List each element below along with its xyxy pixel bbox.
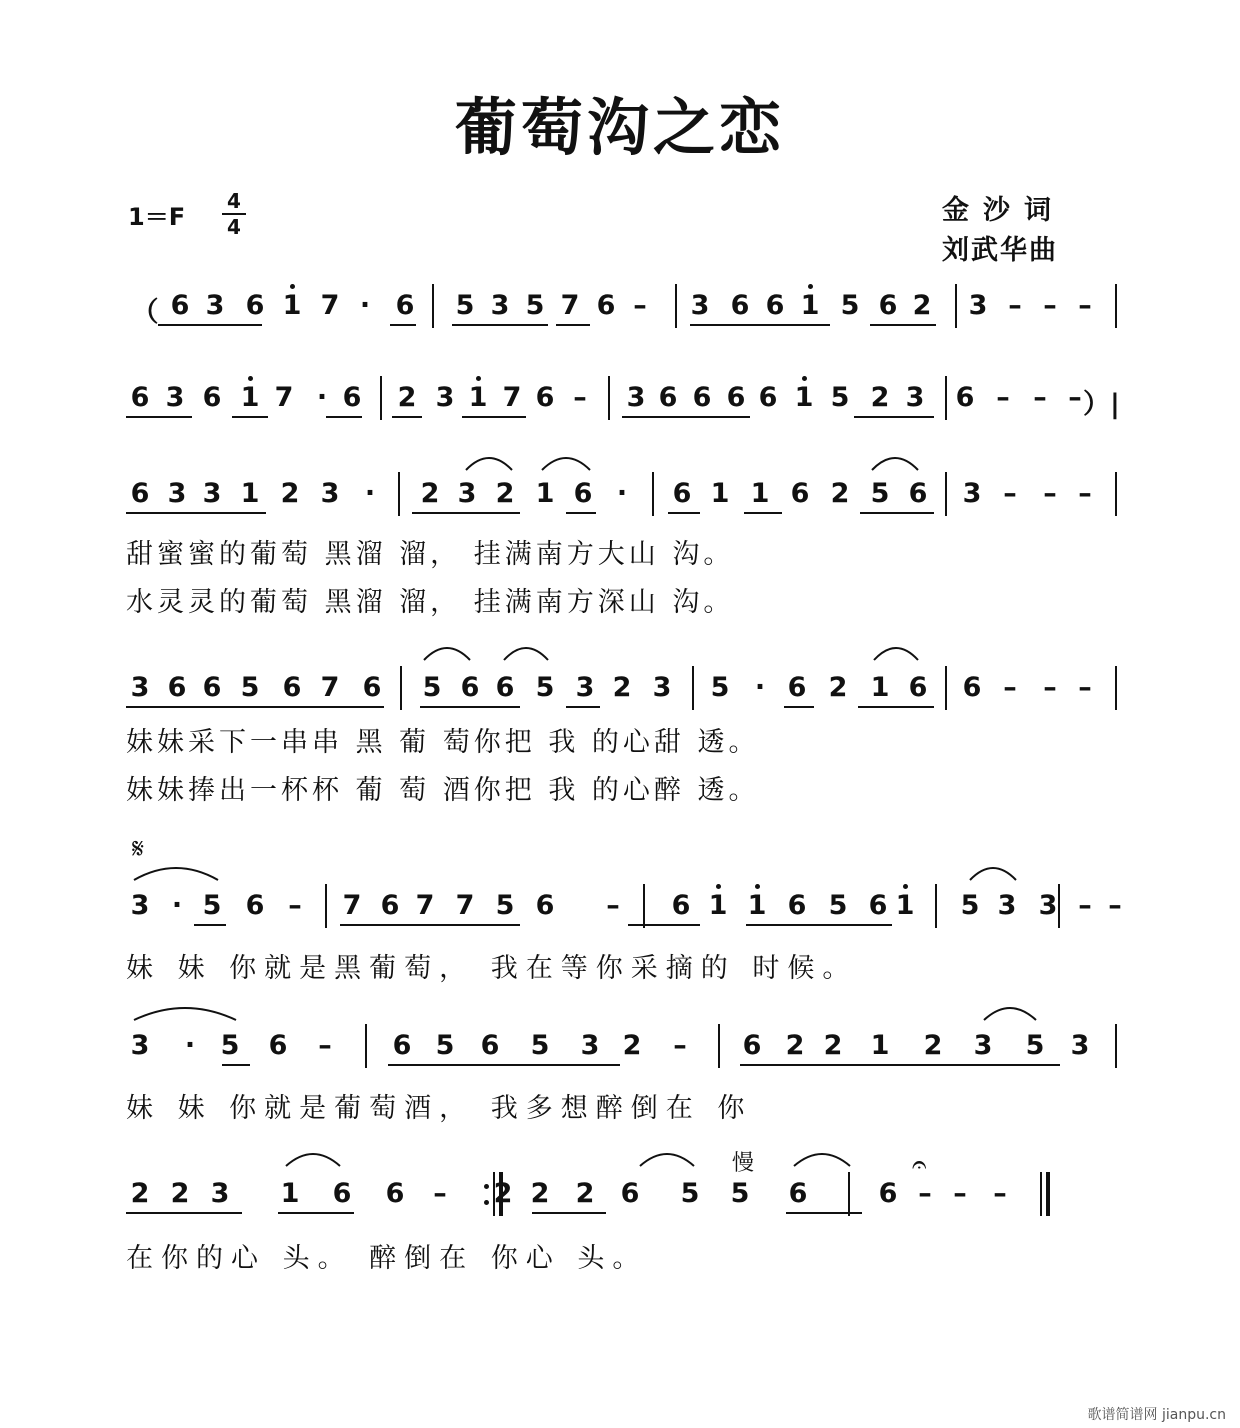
lyrics-line-1: 妹 妹 你就是黑葡萄， 我在等你采摘的 时候。 <box>126 953 858 984</box>
note: 6 <box>395 290 415 321</box>
note: 2 <box>420 478 440 509</box>
note: 6 <box>385 1178 405 1209</box>
note: 5 <box>530 1030 550 1061</box>
barline <box>398 472 400 516</box>
note: 2 <box>912 290 932 321</box>
note: 3 <box>968 290 988 321</box>
note: 6 <box>480 1030 500 1061</box>
note: 2 <box>785 1030 805 1061</box>
barline <box>380 376 382 420</box>
note: 2 <box>130 1178 150 1209</box>
beam <box>412 512 520 514</box>
note: 5 <box>202 890 222 921</box>
note: 6 <box>788 1178 808 1209</box>
beam <box>222 1064 250 1066</box>
note: 6 <box>332 1178 352 1209</box>
note: 2 <box>530 1178 550 1209</box>
note: 5 <box>525 290 545 321</box>
note: – <box>573 382 587 413</box>
note: 6 <box>908 672 928 703</box>
note: 5 <box>1025 1030 1045 1061</box>
beam <box>556 324 590 326</box>
note: – <box>1078 890 1092 921</box>
lyrics-line-2: 水灵灵的葡萄 黑溜 溜， 挂满南方深山 沟。 <box>126 587 735 618</box>
note: · <box>171 890 183 921</box>
note: 6 <box>202 672 222 703</box>
high-octave-dot <box>290 284 295 289</box>
time-signature-bottom: 4 <box>227 215 241 239</box>
high-octave-dot <box>476 376 481 381</box>
barline <box>945 472 947 516</box>
lyrics-line-2: 妹妹捧出一杯杯 葡 萄 酒你把 我 的心醉 透。 <box>126 775 760 806</box>
note: 1 <box>710 478 730 509</box>
note: 5 <box>960 890 980 921</box>
note: 3 <box>962 478 982 509</box>
barline <box>1115 666 1117 710</box>
note: 6 <box>245 290 265 321</box>
barline <box>692 666 694 710</box>
note: 6 <box>460 672 480 703</box>
lyricist-credit: 金沙词 <box>942 195 1065 226</box>
barline <box>643 884 645 928</box>
note: 7 <box>342 890 362 921</box>
slur-arc <box>984 1008 1036 1020</box>
barline <box>945 376 947 420</box>
note: 6 <box>495 672 515 703</box>
note: 6 <box>672 478 692 509</box>
slur-arc <box>542 458 590 470</box>
note: 3 <box>1038 890 1058 921</box>
note: （ <box>131 297 159 328</box>
high-octave-dot <box>802 376 807 381</box>
note: 7 <box>502 382 522 413</box>
note: 3 <box>490 290 510 321</box>
note: 6 <box>130 478 150 509</box>
note: 6 <box>730 290 750 321</box>
note: – <box>1008 290 1022 321</box>
barline <box>325 884 327 928</box>
note: 6 <box>380 890 400 921</box>
note: 6 <box>955 382 975 413</box>
barline <box>945 666 947 710</box>
composer-credit: 刘武华曲 <box>942 235 1058 266</box>
slur-arc <box>424 648 470 660</box>
note: 6 <box>908 478 928 509</box>
barline <box>1115 472 1117 516</box>
high-octave-dot <box>808 284 813 289</box>
note: 6 <box>765 290 785 321</box>
note: 7 <box>415 890 435 921</box>
note: – <box>993 1178 1007 1209</box>
note: 2 <box>575 1178 595 1209</box>
slur-arc <box>794 1154 850 1166</box>
note: 3 <box>320 478 340 509</box>
note: 5 <box>828 890 848 921</box>
note: 6 <box>596 290 616 321</box>
barline <box>1058 884 1060 928</box>
note: 6 <box>878 1178 898 1209</box>
beam <box>452 324 548 326</box>
beam <box>784 706 814 708</box>
note: – <box>606 890 620 921</box>
barline <box>365 1024 367 1068</box>
note: 2 <box>280 478 300 509</box>
note: 3 <box>652 672 672 703</box>
note: – <box>953 1178 967 1209</box>
note: – <box>1043 290 1057 321</box>
note: 6 <box>167 672 187 703</box>
note: 3 <box>690 290 710 321</box>
note: 6 <box>962 672 982 703</box>
note: 6 <box>170 290 190 321</box>
site-footer: 歌谱简谱网 jianpu.cn <box>1087 1407 1226 1423</box>
beam <box>392 416 422 418</box>
note: 5 <box>535 672 555 703</box>
high-octave-dot <box>903 884 908 889</box>
note: 6 <box>658 382 678 413</box>
note: 3 <box>130 672 150 703</box>
note: 5 <box>435 1030 455 1061</box>
slur-arc <box>640 1154 694 1166</box>
barline <box>1115 284 1117 328</box>
note: 6 <box>202 382 222 413</box>
note: 2 <box>830 478 850 509</box>
note: · <box>184 1030 196 1061</box>
note: 6 <box>790 478 810 509</box>
beam <box>326 416 362 418</box>
note: · <box>616 478 628 509</box>
note: 2 <box>612 672 632 703</box>
note: 1 <box>468 382 488 413</box>
key-signature: 1＝F <box>128 203 186 231</box>
note: 3 <box>202 478 222 509</box>
note: 7 <box>320 672 340 703</box>
note: 2 <box>397 382 417 413</box>
beam <box>690 324 830 326</box>
beam <box>746 924 892 926</box>
lyrics-line-1: 妹妹采下一串串 黑 葡 萄你把 我 的心甜 透。 <box>126 727 760 758</box>
note: – <box>318 1030 332 1061</box>
note: 6 <box>868 890 888 921</box>
beam <box>278 1212 354 1214</box>
note: 6 <box>130 382 150 413</box>
note: 6 <box>342 382 362 413</box>
note: 6 <box>787 890 807 921</box>
note: 3 <box>130 1030 150 1061</box>
slur-arc <box>286 1154 340 1166</box>
beam <box>232 416 268 418</box>
note: 3 <box>435 382 455 413</box>
note: 1 <box>282 290 302 321</box>
beam <box>870 324 936 326</box>
tempo-mark: 慢 <box>732 1151 756 1176</box>
beam <box>158 324 262 326</box>
note: · <box>754 672 766 703</box>
note: 5 <box>220 1030 240 1061</box>
note: 1 <box>800 290 820 321</box>
barline <box>935 884 937 928</box>
beam <box>622 416 750 418</box>
note: 1 <box>895 890 915 921</box>
note: – <box>1108 890 1122 921</box>
note: 6 <box>362 672 382 703</box>
barline <box>652 472 654 516</box>
note: 3 <box>905 382 925 413</box>
note: – <box>1078 672 1092 703</box>
note: 6 <box>620 1178 640 1209</box>
lyrics-line-1: 妹 妹 你就是葡萄酒， 我多想醉倒在 你 <box>126 1093 753 1124</box>
note: 2 <box>495 478 515 509</box>
note: – <box>673 1030 687 1061</box>
segno-sign: 𝄋 <box>132 832 146 865</box>
note: 1 <box>870 1030 890 1061</box>
note: 6 <box>692 382 712 413</box>
note: 6 <box>535 890 555 921</box>
high-octave-dot <box>248 376 253 381</box>
barline <box>675 284 677 328</box>
slur-arc <box>874 648 918 660</box>
note: · <box>359 290 371 321</box>
note: 1 <box>708 890 728 921</box>
slur-arc <box>504 648 548 660</box>
song-title: 葡萄沟之恋 <box>454 91 785 164</box>
note: 7 <box>274 382 294 413</box>
beam <box>126 512 266 514</box>
note: 6 <box>742 1030 762 1061</box>
note: 5 <box>870 478 890 509</box>
note: 6 <box>671 890 691 921</box>
note: 6 <box>268 1030 288 1061</box>
slur-arc <box>134 868 218 880</box>
beam <box>744 512 782 514</box>
note: 3 <box>165 382 185 413</box>
note: 3 <box>580 1030 600 1061</box>
note: 6 <box>573 478 593 509</box>
beam <box>740 1064 1060 1066</box>
note: – <box>1003 672 1017 703</box>
note: ）| <box>1083 389 1120 420</box>
note: 3 <box>973 1030 993 1061</box>
note: 6 <box>282 672 302 703</box>
beam <box>126 416 192 418</box>
note: – <box>1003 478 1017 509</box>
note: 6 <box>878 290 898 321</box>
fermata-sign: 𝄐 <box>912 1150 928 1180</box>
slur-arc <box>970 868 1016 880</box>
note: 1 <box>240 478 260 509</box>
lyrics-line-1: 甜蜜蜜的葡萄 黑溜 溜， 挂满南方大山 沟。 <box>126 539 735 570</box>
beam <box>388 1064 620 1066</box>
note: – <box>1043 478 1057 509</box>
note: 3 <box>210 1178 230 1209</box>
barline <box>718 1024 720 1068</box>
barline <box>1040 1172 1042 1216</box>
note: 6 <box>787 672 807 703</box>
beam <box>126 706 384 708</box>
beam <box>858 706 934 708</box>
barline <box>432 284 434 328</box>
beam <box>628 924 700 926</box>
note: 3 <box>626 382 646 413</box>
note: 1 <box>870 672 890 703</box>
note: – <box>1033 382 1047 413</box>
note: · <box>364 478 376 509</box>
beam <box>420 706 520 708</box>
note: 5 <box>240 672 260 703</box>
beam <box>462 416 526 418</box>
slur-arc <box>466 458 512 470</box>
barline-final <box>1046 1172 1050 1216</box>
beam <box>854 416 934 418</box>
note: 5 <box>422 672 442 703</box>
note: 2 <box>170 1178 190 1209</box>
beam <box>194 924 226 926</box>
note: 5 <box>455 290 475 321</box>
note: – <box>996 382 1010 413</box>
note: – <box>1043 672 1057 703</box>
slur-arc <box>872 458 918 470</box>
note: 1 <box>794 382 814 413</box>
lyrics-line-1: 在你的心 头。 醉倒在 你心 头。 <box>126 1243 648 1274</box>
high-octave-dot <box>755 884 760 889</box>
beam <box>786 1212 862 1214</box>
note: 3 <box>457 478 477 509</box>
barline <box>1115 1024 1117 1068</box>
note: 3 <box>997 890 1017 921</box>
note: 6 <box>245 890 265 921</box>
note: 1 <box>750 478 770 509</box>
beam <box>668 512 700 514</box>
note: 5 <box>840 290 860 321</box>
note: 2 <box>622 1030 642 1061</box>
note: 6 <box>392 1030 412 1061</box>
note: 2 <box>493 1178 513 1209</box>
note: 3 <box>167 478 187 509</box>
beam <box>126 1212 242 1214</box>
note: 3 <box>1070 1030 1090 1061</box>
note: 2 <box>923 1030 943 1061</box>
note: 6 <box>535 382 555 413</box>
slur-arc <box>134 1008 236 1020</box>
note: 6 <box>758 382 778 413</box>
note: 1 <box>747 890 767 921</box>
note: 2 <box>823 1030 843 1061</box>
note: 5 <box>830 382 850 413</box>
note: 7 <box>560 290 580 321</box>
high-octave-dot <box>716 884 721 889</box>
barline <box>955 284 957 328</box>
beam <box>390 324 416 326</box>
note: · <box>316 382 328 413</box>
note: – <box>633 290 647 321</box>
barline <box>848 1172 850 1216</box>
time-signature-top: 4 <box>227 189 241 213</box>
note: 2 <box>870 382 890 413</box>
beam <box>340 924 520 926</box>
note: 1 <box>240 382 260 413</box>
note: – <box>1068 382 1082 413</box>
note: 5 <box>680 1178 700 1209</box>
note: 6 <box>726 382 746 413</box>
beam <box>860 512 934 514</box>
barline <box>608 376 610 420</box>
barline <box>400 666 402 710</box>
note: 5 <box>730 1178 750 1209</box>
note: – <box>1078 290 1092 321</box>
note: 7 <box>320 290 340 321</box>
note: 2 <box>828 672 848 703</box>
note: – <box>433 1178 447 1209</box>
note: 5 <box>495 890 515 921</box>
note: 3 <box>130 890 150 921</box>
beam <box>532 1212 606 1214</box>
note: – <box>918 1178 932 1209</box>
note: – <box>1078 478 1092 509</box>
note: 1 <box>535 478 555 509</box>
note: 7 <box>455 890 475 921</box>
beam <box>566 512 596 514</box>
beam <box>566 706 600 708</box>
note: 5 <box>710 672 730 703</box>
note: – <box>288 890 302 921</box>
note: 3 <box>575 672 595 703</box>
note: 1 <box>280 1178 300 1209</box>
note: 3 <box>205 290 225 321</box>
